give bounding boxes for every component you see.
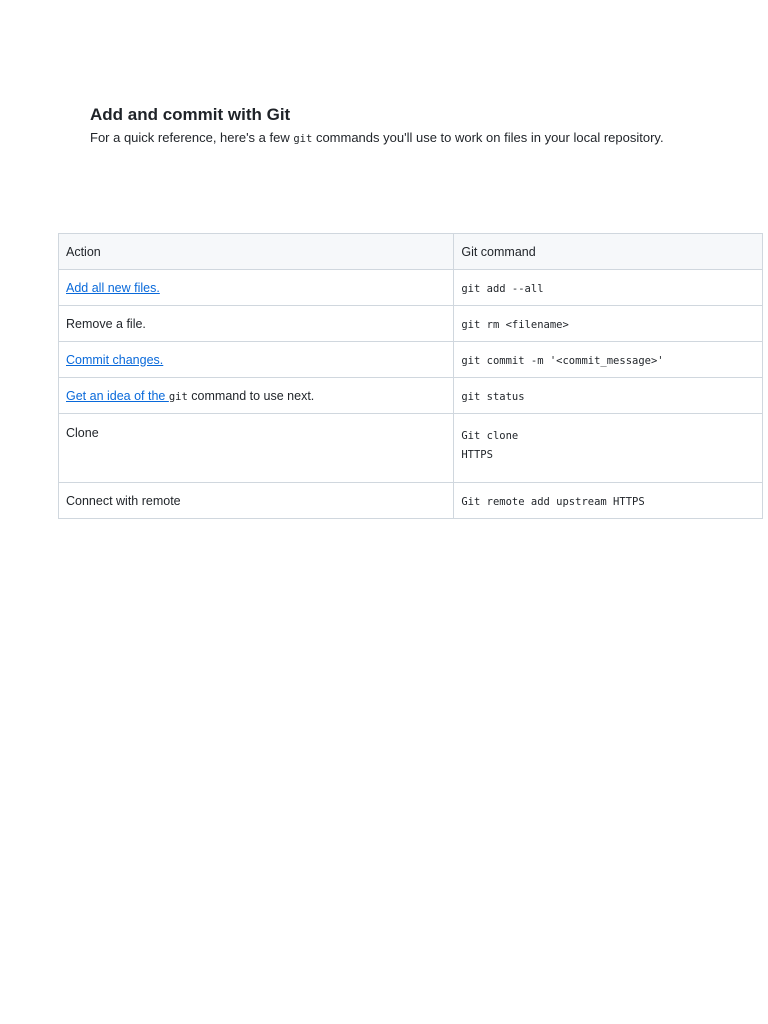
commit-changes-link[interactable]: Commit changes. <box>66 352 164 367</box>
action-cell <box>59 378 454 414</box>
subtitle-code: git <box>293 133 313 145</box>
table-row <box>59 378 763 414</box>
table-row <box>59 306 763 342</box>
table-row <box>59 342 763 378</box>
command-cell <box>454 270 763 306</box>
add-all-files-link[interactable]: Add all new files. <box>66 280 160 295</box>
action-cell <box>59 342 454 378</box>
page-subtitle <box>90 129 750 148</box>
command-cell <box>454 414 763 483</box>
section-header <box>90 104 750 148</box>
action-cell <box>59 270 454 306</box>
action-cell: Connect with remote <box>59 483 454 519</box>
table-row <box>59 270 763 306</box>
command-code: git commit -m '<commit_message>' <box>461 354 664 367</box>
table-row <box>59 483 763 519</box>
subtitle-text-after: commands you'll use to work on files in your local repository. <box>312 130 664 145</box>
column-header-command: Git command <box>454 234 763 270</box>
command-cell <box>454 483 763 519</box>
table-header-row <box>59 234 763 270</box>
action-text-after: command to use next. <box>187 388 315 403</box>
page-title: Add and commit with Git <box>90 105 291 124</box>
command-code: Git remote add upstream HTTPS <box>461 495 645 508</box>
command-code: git add --all <box>461 282 544 295</box>
command-code: git status <box>461 390 525 403</box>
subtitle-text-before: For a quick reference, here's a few <box>90 130 294 145</box>
git-commands-table <box>58 233 763 519</box>
command-code-line-2: HTTPS <box>461 449 493 461</box>
action-cell: Clone <box>59 414 454 483</box>
command-code-line-1: Git clone <box>461 430 519 442</box>
action-cell: Remove a file. <box>59 306 454 342</box>
command-cell <box>454 342 763 378</box>
table-row <box>59 414 763 483</box>
column-header-action: Action <box>59 234 454 270</box>
command-cell <box>454 306 763 342</box>
action-inline-code: git <box>168 390 188 403</box>
git-status-link[interactable]: Get an idea of the <box>66 388 169 403</box>
command-cell <box>454 378 763 414</box>
command-code: git rm <filename> <box>461 318 569 331</box>
